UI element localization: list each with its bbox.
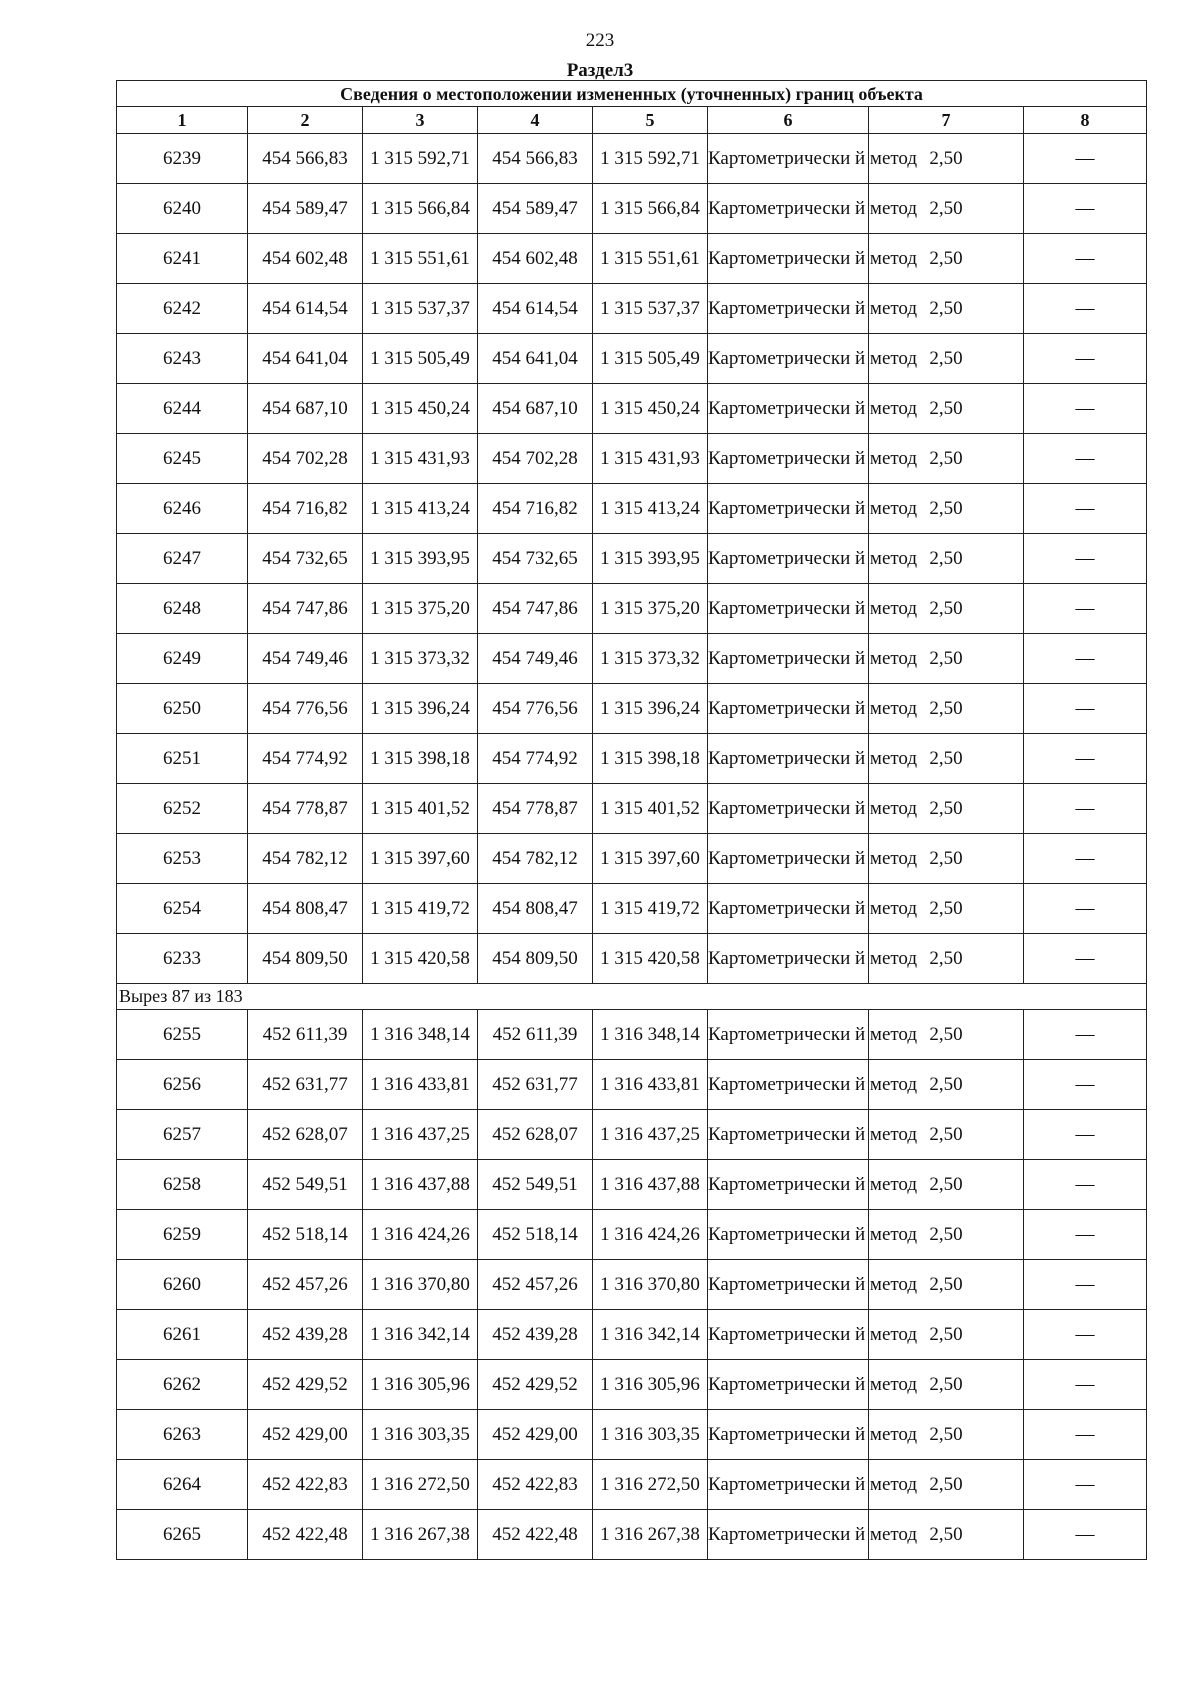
point-number-cell: 6249 <box>117 634 248 684</box>
y-existing-cell: 1 315 420,58 <box>363 934 478 984</box>
accuracy-cell: 2,50 <box>869 1110 1024 1160</box>
x-refined-cell: 454 641,04 <box>478 334 593 384</box>
y-refined-cell: 1 316 424,26 <box>593 1210 708 1260</box>
table-row <box>117 134 1147 184</box>
point-number-cell: 6260 <box>117 1260 248 1310</box>
x-refined-cell: 454 774,92 <box>478 734 593 784</box>
x-existing-cell: 452 518,14 <box>248 1210 363 1260</box>
method-cell: Картометрически й метод <box>708 534 869 584</box>
accuracy-cell: 2,50 <box>869 684 1024 734</box>
table-row <box>117 834 1147 884</box>
accuracy-cell: 2,50 <box>869 1210 1024 1260</box>
column-header: 3 <box>363 107 478 134</box>
y-existing-cell: 1 316 424,26 <box>363 1210 478 1260</box>
x-refined-cell: 454 782,12 <box>478 834 593 884</box>
accuracy-cell: 2,50 <box>869 1360 1024 1410</box>
point-number-cell: 6262 <box>117 1360 248 1410</box>
y-existing-cell: 1 315 397,60 <box>363 834 478 884</box>
y-refined-cell: 1 315 537,37 <box>593 284 708 334</box>
x-refined-cell: 454 749,46 <box>478 634 593 684</box>
method-cell: Картометрически й метод <box>708 734 869 784</box>
table-row <box>117 584 1147 634</box>
x-refined-cell: 452 549,51 <box>478 1160 593 1210</box>
y-refined-cell: 1 316 437,25 <box>593 1110 708 1160</box>
x-refined-cell: 454 602,48 <box>478 234 593 284</box>
y-existing-cell: 1 315 413,24 <box>363 484 478 534</box>
x-existing-cell: 454 566,83 <box>248 134 363 184</box>
y-existing-cell: 1 316 433,81 <box>363 1060 478 1110</box>
description-cell: — <box>1024 834 1147 884</box>
table-row <box>117 234 1147 284</box>
x-existing-cell: 454 808,47 <box>248 884 363 934</box>
description-cell: — <box>1024 384 1147 434</box>
y-existing-cell: 1 315 401,52 <box>363 784 478 834</box>
y-existing-cell: 1 315 431,93 <box>363 434 478 484</box>
y-existing-cell: 1 315 373,32 <box>363 634 478 684</box>
description-cell: — <box>1024 1210 1147 1260</box>
accuracy-cell: 2,50 <box>869 134 1024 184</box>
column-header: 4 <box>478 107 593 134</box>
x-refined-cell: 454 732,65 <box>478 534 593 584</box>
x-refined-cell: 454 776,56 <box>478 684 593 734</box>
accuracy-cell: 2,50 <box>869 884 1024 934</box>
point-number-cell: 6243 <box>117 334 248 384</box>
x-refined-cell: 454 747,86 <box>478 584 593 634</box>
method-cell: Картометрически й метод <box>708 634 869 684</box>
method-cell: Картометрически й метод <box>708 1410 869 1460</box>
table-row <box>117 884 1147 934</box>
table-row <box>117 184 1147 234</box>
table-row <box>117 1210 1147 1260</box>
table-row <box>117 534 1147 584</box>
accuracy-cell: 2,50 <box>869 1410 1024 1460</box>
y-refined-cell: 1 316 303,35 <box>593 1410 708 1460</box>
method-cell: Картометрически й метод <box>708 334 869 384</box>
y-existing-cell: 1 315 396,24 <box>363 684 478 734</box>
accuracy-cell: 2,50 <box>869 934 1024 984</box>
y-refined-cell: 1 315 551,61 <box>593 234 708 284</box>
y-existing-cell: 1 315 393,95 <box>363 534 478 584</box>
table-row <box>117 334 1147 384</box>
table-row <box>117 434 1147 484</box>
y-existing-cell: 1 315 398,18 <box>363 734 478 784</box>
table-row <box>117 1060 1147 1110</box>
y-existing-cell: 1 316 267,38 <box>363 1510 478 1560</box>
y-refined-cell: 1 315 398,18 <box>593 734 708 784</box>
y-existing-cell: 1 315 375,20 <box>363 584 478 634</box>
x-existing-cell: 454 732,65 <box>248 534 363 584</box>
column-header: 8 <box>1024 107 1147 134</box>
page-number: 223 <box>585 30 615 51</box>
column-header: 2 <box>248 107 363 134</box>
point-number-cell: 6246 <box>117 484 248 534</box>
point-number-cell: 6251 <box>117 734 248 784</box>
y-refined-cell: 1 315 375,20 <box>593 584 708 634</box>
point-number-cell: 6242 <box>117 284 248 334</box>
description-cell: — <box>1024 534 1147 584</box>
table-row <box>117 1260 1147 1310</box>
column-header: 1 <box>117 107 248 134</box>
accuracy-cell: 2,50 <box>869 434 1024 484</box>
column-header: 5 <box>593 107 708 134</box>
column-header-row <box>117 107 1147 134</box>
table-row <box>117 1360 1147 1410</box>
x-refined-cell: 452 422,83 <box>478 1460 593 1510</box>
description-cell: — <box>1024 934 1147 984</box>
method-cell: Картометрически й метод <box>708 484 869 534</box>
point-number-cell: 6239 <box>117 134 248 184</box>
x-existing-cell: 454 716,82 <box>248 484 363 534</box>
method-cell: Картометрически й метод <box>708 284 869 334</box>
method-cell: Картометрически й метод <box>708 1310 869 1360</box>
point-number-cell: 6241 <box>117 234 248 284</box>
y-refined-cell: 1 315 373,32 <box>593 634 708 684</box>
x-existing-cell: 454 774,92 <box>248 734 363 784</box>
y-existing-cell: 1 316 370,80 <box>363 1260 478 1310</box>
accuracy-cell: 2,50 <box>869 1060 1024 1110</box>
section-title: Раздел3 <box>566 60 634 81</box>
y-refined-cell: 1 316 370,80 <box>593 1260 708 1310</box>
method-cell: Картометрически й метод <box>708 384 869 434</box>
point-number-cell: 6240 <box>117 184 248 234</box>
point-number-cell: 6259 <box>117 1210 248 1260</box>
description-cell: — <box>1024 684 1147 734</box>
description-cell: — <box>1024 634 1147 684</box>
x-existing-cell: 454 778,87 <box>248 784 363 834</box>
y-refined-cell: 1 315 592,71 <box>593 134 708 184</box>
y-refined-cell: 1 315 420,58 <box>593 934 708 984</box>
y-refined-cell: 1 316 272,50 <box>593 1460 708 1510</box>
method-cell: Картометрически й метод <box>708 1110 869 1160</box>
x-refined-cell: 454 702,28 <box>478 434 593 484</box>
table-row <box>117 384 1147 434</box>
x-existing-cell: 454 641,04 <box>248 334 363 384</box>
description-cell: — <box>1024 1510 1147 1560</box>
method-cell: Картометрически й метод <box>708 1360 869 1410</box>
point-number-cell: 6264 <box>117 1460 248 1510</box>
y-existing-cell: 1 316 348,14 <box>363 1010 478 1060</box>
x-refined-cell: 454 589,47 <box>478 184 593 234</box>
point-number-cell: 6254 <box>117 884 248 934</box>
point-number-cell: 6245 <box>117 434 248 484</box>
description-cell: — <box>1024 1360 1147 1410</box>
x-existing-cell: 452 429,52 <box>248 1360 363 1410</box>
x-refined-cell: 452 518,14 <box>478 1210 593 1260</box>
table-row <box>117 1410 1147 1460</box>
table-body <box>117 81 1147 1560</box>
table-row <box>117 1160 1147 1210</box>
x-existing-cell: 454 614,54 <box>248 284 363 334</box>
x-existing-cell: 452 422,83 <box>248 1460 363 1510</box>
x-refined-cell: 452 631,77 <box>478 1060 593 1110</box>
description-cell: — <box>1024 1110 1147 1160</box>
description-cell: — <box>1024 1460 1147 1510</box>
point-number-cell: 6253 <box>117 834 248 884</box>
x-existing-cell: 454 687,10 <box>248 384 363 434</box>
method-cell: Картометрически й метод <box>708 784 869 834</box>
method-cell: Картометрически й метод <box>708 884 869 934</box>
method-cell: Картометрически й метод <box>708 134 869 184</box>
y-existing-cell: 1 315 551,61 <box>363 234 478 284</box>
x-refined-cell: 452 429,52 <box>478 1360 593 1410</box>
x-refined-cell: 452 628,07 <box>478 1110 593 1160</box>
accuracy-cell: 2,50 <box>869 1010 1024 1060</box>
x-existing-cell: 452 422,48 <box>248 1510 363 1560</box>
y-refined-cell: 1 316 267,38 <box>593 1510 708 1560</box>
method-cell: Картометрически й метод <box>708 1160 869 1210</box>
accuracy-cell: 2,50 <box>869 234 1024 284</box>
description-cell: — <box>1024 434 1147 484</box>
description-cell: — <box>1024 1410 1147 1460</box>
x-refined-cell: 452 439,28 <box>478 1310 593 1360</box>
table-row <box>117 484 1147 534</box>
accuracy-cell: 2,50 <box>869 284 1024 334</box>
x-refined-cell: 454 778,87 <box>478 784 593 834</box>
point-number-cell: 6257 <box>117 1110 248 1160</box>
coordinates-table <box>116 80 1147 1560</box>
y-refined-cell: 1 315 450,24 <box>593 384 708 434</box>
table-row <box>117 1510 1147 1560</box>
method-cell: Картометрически й метод <box>708 434 869 484</box>
description-cell: — <box>1024 234 1147 284</box>
accuracy-cell: 2,50 <box>869 1460 1024 1510</box>
description-cell: — <box>1024 134 1147 184</box>
x-refined-cell: 454 808,47 <box>478 884 593 934</box>
method-cell: Картометрически й метод <box>708 1010 869 1060</box>
x-existing-cell: 452 439,28 <box>248 1310 363 1360</box>
method-cell: Картометрически й метод <box>708 1210 869 1260</box>
x-existing-cell: 454 809,50 <box>248 934 363 984</box>
table-caption-row <box>117 81 1147 107</box>
point-number-cell: 6258 <box>117 1160 248 1210</box>
y-existing-cell: 1 316 342,14 <box>363 1310 478 1360</box>
y-refined-cell: 1 316 305,96 <box>593 1360 708 1410</box>
column-header: 7 <box>869 107 1024 134</box>
accuracy-cell: 2,50 <box>869 584 1024 634</box>
x-refined-cell: 454 614,54 <box>478 284 593 334</box>
description-cell: — <box>1024 284 1147 334</box>
y-existing-cell: 1 316 437,25 <box>363 1110 478 1160</box>
method-cell: Картометрически й метод <box>708 584 869 634</box>
x-existing-cell: 452 549,51 <box>248 1160 363 1210</box>
y-refined-cell: 1 315 393,95 <box>593 534 708 584</box>
accuracy-cell: 2,50 <box>869 184 1024 234</box>
x-refined-cell: 454 809,50 <box>478 934 593 984</box>
x-existing-cell: 454 782,12 <box>248 834 363 884</box>
description-cell: — <box>1024 1010 1147 1060</box>
accuracy-cell: 2,50 <box>869 1160 1024 1210</box>
column-header: 6 <box>708 107 869 134</box>
y-existing-cell: 1 315 505,49 <box>363 334 478 384</box>
y-refined-cell: 1 316 342,14 <box>593 1310 708 1360</box>
table-row <box>117 1310 1147 1360</box>
y-refined-cell: 1 316 348,14 <box>593 1010 708 1060</box>
x-refined-cell: 452 422,48 <box>478 1510 593 1560</box>
description-cell: — <box>1024 734 1147 784</box>
description-cell: — <box>1024 484 1147 534</box>
table-row <box>117 734 1147 784</box>
x-existing-cell: 452 628,07 <box>248 1110 363 1160</box>
x-existing-cell: 454 776,56 <box>248 684 363 734</box>
y-refined-cell: 1 316 437,88 <box>593 1160 708 1210</box>
table-row <box>117 684 1147 734</box>
accuracy-cell: 2,50 <box>869 534 1024 584</box>
table-row <box>117 1110 1147 1160</box>
accuracy-cell: 2,50 <box>869 634 1024 684</box>
y-existing-cell: 1 315 537,37 <box>363 284 478 334</box>
method-cell: Картометрически й метод <box>708 234 869 284</box>
x-refined-cell: 454 716,82 <box>478 484 593 534</box>
method-cell: Картометрически й метод <box>708 1460 869 1510</box>
y-refined-cell: 1 315 566,84 <box>593 184 708 234</box>
y-refined-cell: 1 315 419,72 <box>593 884 708 934</box>
accuracy-cell: 2,50 <box>869 734 1024 784</box>
y-existing-cell: 1 315 419,72 <box>363 884 478 934</box>
point-number-cell: 6247 <box>117 534 248 584</box>
method-cell: Картометрически й метод <box>708 1060 869 1110</box>
description-cell: — <box>1024 784 1147 834</box>
point-number-cell: 6261 <box>117 1310 248 1360</box>
y-refined-cell: 1 315 401,52 <box>593 784 708 834</box>
point-number-cell: 6265 <box>117 1510 248 1560</box>
table-row <box>117 284 1147 334</box>
accuracy-cell: 2,50 <box>869 784 1024 834</box>
x-existing-cell: 452 631,77 <box>248 1060 363 1110</box>
table-row <box>117 1010 1147 1060</box>
y-existing-cell: 1 316 272,50 <box>363 1460 478 1510</box>
x-existing-cell: 454 602,48 <box>248 234 363 284</box>
y-existing-cell: 1 315 566,84 <box>363 184 478 234</box>
y-refined-cell: 1 316 433,81 <box>593 1060 708 1110</box>
description-cell: — <box>1024 584 1147 634</box>
x-existing-cell: 452 611,39 <box>248 1010 363 1060</box>
method-cell: Картометрически й метод <box>708 834 869 884</box>
x-existing-cell: 454 589,47 <box>248 184 363 234</box>
table-row <box>117 934 1147 984</box>
x-existing-cell: 454 702,28 <box>248 434 363 484</box>
description-cell: — <box>1024 1260 1147 1310</box>
y-existing-cell: 1 315 592,71 <box>363 134 478 184</box>
method-cell: Картометрически й метод <box>708 684 869 734</box>
group-label: Вырез 87 из 183 <box>117 984 1147 1010</box>
description-cell: — <box>1024 1060 1147 1110</box>
accuracy-cell: 2,50 <box>869 334 1024 384</box>
x-existing-cell: 452 457,26 <box>248 1260 363 1310</box>
y-refined-cell: 1 315 397,60 <box>593 834 708 884</box>
point-number-cell: 6263 <box>117 1410 248 1460</box>
table-row <box>117 784 1147 834</box>
table-row <box>117 634 1147 684</box>
description-cell: — <box>1024 1310 1147 1360</box>
accuracy-cell: 2,50 <box>869 1260 1024 1310</box>
x-existing-cell: 452 429,00 <box>248 1410 363 1460</box>
x-refined-cell: 452 611,39 <box>478 1010 593 1060</box>
x-refined-cell: 452 457,26 <box>478 1260 593 1310</box>
y-refined-cell: 1 315 505,49 <box>593 334 708 384</box>
accuracy-cell: 2,50 <box>869 834 1024 884</box>
method-cell: Картометрически й метод <box>708 934 869 984</box>
point-number-cell: 6250 <box>117 684 248 734</box>
method-cell: Картометрически й метод <box>708 1260 869 1310</box>
accuracy-cell: 2,50 <box>869 1310 1024 1360</box>
point-number-cell: 6248 <box>117 584 248 634</box>
point-number-cell: 6233 <box>117 934 248 984</box>
description-cell: — <box>1024 184 1147 234</box>
x-existing-cell: 454 747,86 <box>248 584 363 634</box>
accuracy-cell: 2,50 <box>869 384 1024 434</box>
point-number-cell: 6256 <box>117 1060 248 1110</box>
table-row <box>117 1460 1147 1510</box>
y-existing-cell: 1 316 305,96 <box>363 1360 478 1410</box>
y-refined-cell: 1 315 431,93 <box>593 434 708 484</box>
method-cell: Картометрически й метод <box>708 1510 869 1560</box>
point-number-cell: 6252 <box>117 784 248 834</box>
y-refined-cell: 1 315 413,24 <box>593 484 708 534</box>
y-refined-cell: 1 315 396,24 <box>593 684 708 734</box>
y-existing-cell: 1 315 450,24 <box>363 384 478 434</box>
accuracy-cell: 2,50 <box>869 1510 1024 1560</box>
method-cell: Картометрически й метод <box>708 184 869 234</box>
table-caption: Сведения о местоположении измененных (уточненных) границ объекта <box>117 81 1147 107</box>
description-cell: — <box>1024 1160 1147 1210</box>
description-cell: — <box>1024 334 1147 384</box>
group-header-row <box>117 984 1147 1010</box>
point-number-cell: 6255 <box>117 1010 248 1060</box>
x-refined-cell: 454 687,10 <box>478 384 593 434</box>
x-existing-cell: 454 749,46 <box>248 634 363 684</box>
point-number-cell: 6244 <box>117 384 248 434</box>
y-existing-cell: 1 316 303,35 <box>363 1410 478 1460</box>
accuracy-cell: 2,50 <box>869 484 1024 534</box>
x-refined-cell: 452 429,00 <box>478 1410 593 1460</box>
y-existing-cell: 1 316 437,88 <box>363 1160 478 1210</box>
description-cell: — <box>1024 884 1147 934</box>
x-refined-cell: 454 566,83 <box>478 134 593 184</box>
